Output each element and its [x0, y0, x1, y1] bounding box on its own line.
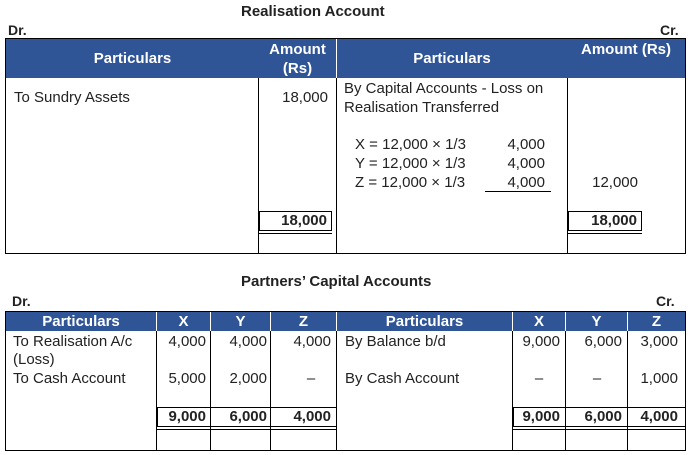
capital-header-particulars-left: Particulars — [6, 312, 156, 331]
capital-header-particulars-right: Particulars — [337, 312, 512, 331]
capital-header-x-left: X — [157, 312, 210, 331]
realisation-right-item-line1: By Capital Accounts - Loss on — [344, 80, 544, 97]
realisation-double-underline — [568, 233, 642, 234]
capital-double-underline — [157, 429, 337, 430]
realisation-left-item: To Sundry Assets — [14, 89, 130, 106]
realisation-title: Realisation Account — [241, 3, 385, 20]
realisation-header-particulars-left: Particulars — [6, 39, 259, 78]
capital-left-z: – — [306, 370, 316, 387]
realisation-total-right: 18,000 — [591, 212, 637, 229]
capital-left-y: 4,000 — [229, 333, 267, 350]
capital-right-particulars: By Cash Account — [345, 370, 460, 387]
realisation-dr-label: Dr. — [8, 22, 27, 38]
capital-right-y: – — [592, 370, 602, 387]
realisation-right-item-line2: Realisation Transferred — [344, 99, 500, 116]
capital-left-x: 5,000 — [168, 370, 206, 387]
capital-dr-label: Dr. — [12, 293, 31, 309]
realisation-share-value: 4,000 — [507, 174, 545, 191]
realisation-cr-label: Cr. — [660, 22, 679, 38]
capital-title: Partners’ Capital Accounts — [241, 273, 432, 290]
capital-left-x: 4,000 — [168, 333, 206, 350]
capital-header-y-right: Y — [566, 312, 627, 331]
capital-separator — [336, 331, 337, 451]
realisation-total-left: 18,000 — [281, 212, 327, 229]
capital-left-particulars: To Realisation A/c — [13, 333, 133, 350]
capital-total-left-x: 9,000 — [168, 408, 206, 425]
capital-right-z: 1,000 — [640, 370, 678, 387]
capital-right-particulars: By Balance b/d — [345, 333, 446, 350]
realisation-right-amount: 12,000 — [592, 174, 638, 191]
realisation-header-amount-right: Amount (Rs) — [567, 39, 685, 78]
realisation-total-left-box — [259, 211, 332, 231]
capital-left-particulars-cont: (Loss) — [13, 351, 55, 368]
realisation-header-amount-left: Amount (Rs) — [259, 39, 336, 78]
capital-header-y-left: Y — [211, 312, 270, 331]
capital-left-particulars: To Cash Account — [13, 370, 126, 387]
capital-total-right-z: 4,000 — [640, 408, 678, 425]
realisation-share-label: X = 12,000 × 1/3 — [355, 136, 466, 153]
capital-header-z-left: Z — [271, 312, 336, 331]
capital-right-y: 6,000 — [584, 333, 622, 350]
capital-double-underline — [513, 429, 686, 430]
realisation-left-amount: 18,000 — [282, 89, 328, 106]
realisation-header-particulars-right: Particulars — [337, 39, 567, 78]
realisation-share-value: 4,000 — [507, 155, 545, 172]
capital-total-left-z: 4,000 — [293, 408, 331, 425]
realisation-share-label: Z = 12,000 × 1/3 — [355, 174, 466, 191]
capital-right-z: 3,000 — [640, 333, 678, 350]
realisation-share-underline — [485, 191, 551, 192]
capital-left-z: 4,000 — [293, 333, 331, 350]
capital-right-x: – — [534, 370, 544, 387]
realisation-share-value: 4,000 — [507, 136, 545, 153]
realisation-share-label: Y = 12,000 × 1/3 — [355, 155, 466, 172]
capital-header-x-right: X — [513, 312, 565, 331]
capital-cr-label: Cr. — [656, 293, 675, 309]
realisation-total-right-box — [568, 211, 642, 231]
capital-total-left-y: 6,000 — [229, 408, 267, 425]
realisation-double-underline — [259, 233, 332, 234]
capital-left-y: 2,000 — [229, 370, 267, 387]
capital-right-x: 9,000 — [522, 333, 560, 350]
realisation-separator — [336, 78, 337, 254]
capital-header-z-right: Z — [628, 312, 685, 331]
capital-total-right-x: 9,000 — [522, 408, 560, 425]
capital-total-right-y: 6,000 — [584, 408, 622, 425]
